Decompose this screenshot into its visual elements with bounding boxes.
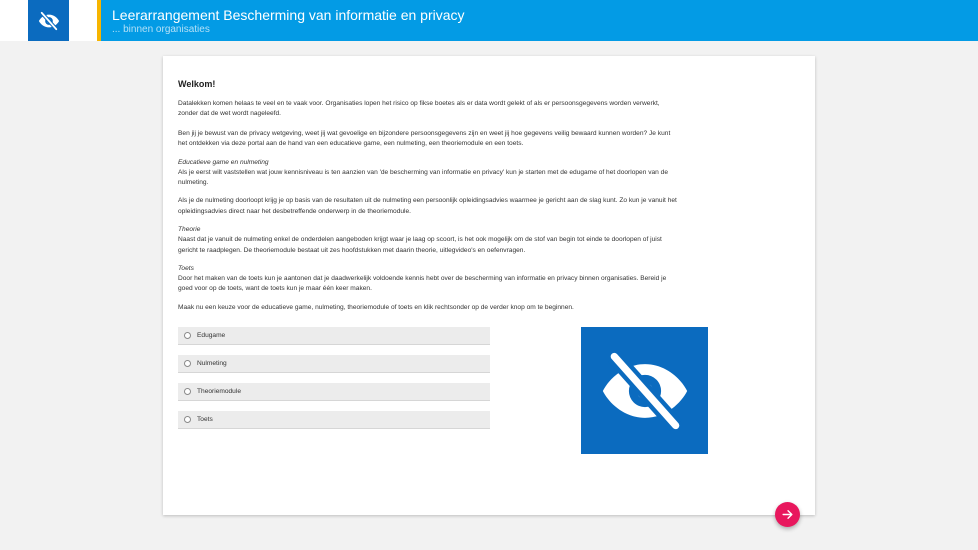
logo [28, 0, 69, 41]
option-edugame[interactable] [178, 327, 490, 345]
privacy-illustration [581, 327, 708, 454]
section-game-paragraph-2: Als je de nulmeting doorloopt krijg je op basis van de resultaten uit de nulmeting een persoonlijk opleidingsadvies waarmee je gericht aan de slag kunt. Zo kun je vanuit het opleidingsadvies direct naar het desbetreffende onderwerp in de theoriemodule. [178, 197, 677, 215]
option-label: Edugame [197, 332, 226, 339]
next-button[interactable] [775, 502, 800, 527]
section-title-game: Educatieve game en nulmeting [178, 158, 269, 166]
intro-paragraph-1: Datalekken komen helaas te veel en te vaak voor. Organisaties lopen het risico op fikse boetes als er data wordt gelekt of als er persoonsgegevens worden verwerkt, zonder dat de wet wordt nageleefd. [178, 100, 660, 118]
radio-toets[interactable] [184, 416, 191, 423]
option-nulmeting[interactable] [178, 355, 490, 373]
option-toets[interactable] [178, 411, 490, 429]
section-title-theory: Theorie [178, 226, 201, 234]
radio-nulmeting[interactable] [184, 360, 191, 367]
instruction-text: Maak nu een keuze voor de educatieve game, nulmeting, theoriemodule of toets en klik rechtsonder op de verder knop om te beginnen. [178, 303, 574, 311]
page-subtitle: ... binnen organisaties [112, 24, 210, 35]
eye-slash-icon [38, 10, 60, 32]
section-test-paragraph: Door het maken van de toets kun je aantonen dat je daadwerkelijk voldoende kennis hebt over de bescherming van informatie en privacy binnen organisaties. Bereid je goed voor op de toets, want de toets kun je maar één keer maken. [178, 275, 667, 293]
radio-theoriemodule[interactable] [184, 388, 191, 395]
eye-slash-icon [599, 345, 691, 437]
intro-content [178, 79, 678, 321]
top-bar [0, 0, 978, 41]
section-game-paragraph-1: Als je eerst wilt vaststellen wat jouw kennisniveau is ten aanzien van 'de bescherming van informatie en privacy' kun je starten met de edugame of het doorlopen van de nulmeting. [178, 168, 668, 187]
choice-options [178, 327, 490, 439]
section-theory-paragraph: Naast dat je vanuit de nulmeting enkel de onderdelen aangeboden krijgt waar je laag op scoort, is het ook mogelijk om de stof van begin tot einde te doorlopen of juist gericht te raadplegen. De theoriemodule bestaat uit zes hoofdstukken met daarin theorie, uitlegvideo's en oefenvragen. [178, 236, 662, 254]
header-accent [97, 0, 101, 41]
welcome-heading: Welkom! [178, 79, 216, 89]
option-label: Nulmeting [197, 360, 227, 367]
arrow-right-icon [781, 508, 794, 521]
option-label: Toets [197, 416, 213, 423]
option-label: Theoriemodule [197, 388, 241, 395]
page-title: Leerarrangement Bescherming van informatie en privacy [112, 7, 465, 23]
welcome-card [163, 56, 815, 515]
option-theoriemodule[interactable] [178, 383, 490, 401]
section-title-test: Toets [178, 265, 194, 273]
intro-paragraph-2: Ben jij je bewust van de privacy wetgeving, weet jij wat gevoelige en bijzondere persoonsgegevens zijn en weet jij hoe gegevens veilig bewaard kunnen worden? Je kunt het ontdekken via deze portal aan de hand van een educatieve game, een nulmeting, een theoriemodule en een toets. [178, 129, 671, 148]
radio-edugame[interactable] [184, 332, 191, 339]
